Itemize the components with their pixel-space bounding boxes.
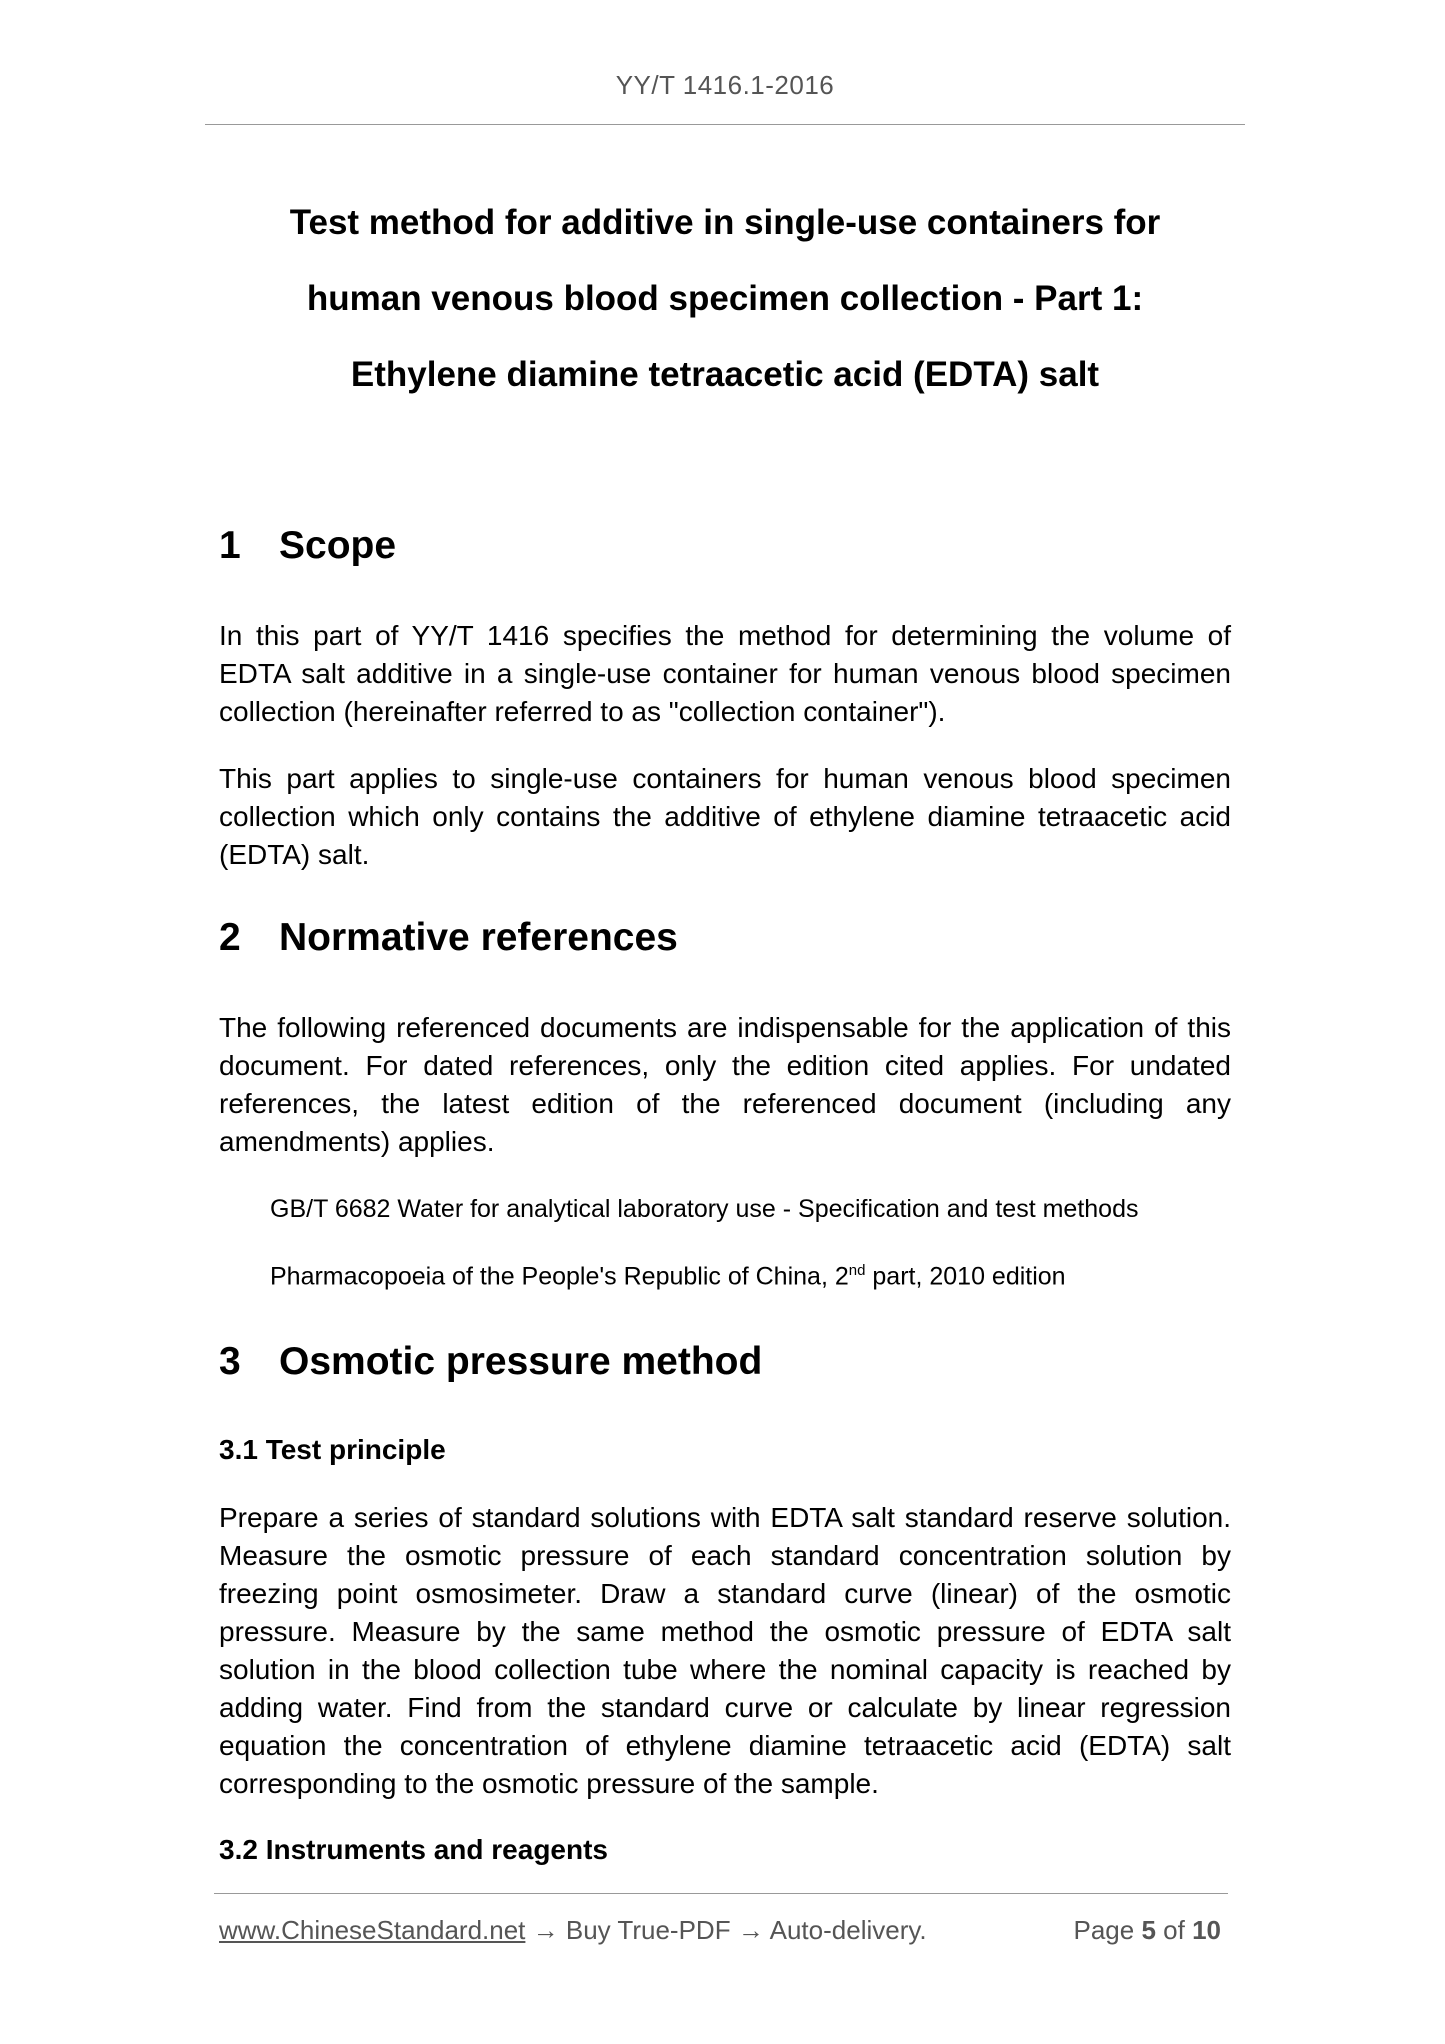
section-2-number: 2 [219,916,241,959]
section-1-heading [219,524,396,568]
document-title [220,185,1230,413]
reference-pharmacopoeia [270,1262,1066,1291]
test-principle-paragraph: Prepare a series of standard solutions with EDTA salt standard reserve solution. Measure the osmotic pressure of each standard concentration solution by freezing point osmosimeter. Draw a standard curve (linear) of the osmotic pressure. Measure by the same method the osmotic pressure of EDTA salt solution in the blood collection tube where the nominal capacity is reached by adding water. Find from the standard curve or calculate by linear regression equation the concentration of ethylene diamine tetraacetic acid (EDTA) salt corresponding to the osmotic pressure of the sample. [219,1502,1231,1799]
footer-divider [214,1893,1228,1894]
reference-gbt-6682: GB/T 6682 Water for analytical laboratory use - Specification and test methods [270,1195,1139,1223]
page-total: 10 [1192,1915,1221,1945]
title-line-3: Ethylene diamine tetraacetic acid (EDTA) salt [350,355,1100,394]
arrow-right-icon: → [737,1915,764,1945]
scope-paragraph-1: In this part of YY/T 1416 specifies the method for determining the volume of EDTA salt additive in a single-use container for human venous blood specimen collection (hereinafter referred to as "collection container"). [219,620,1231,727]
reference-pharmacopoeia-text: Pharmacopoeia of the People's Republic of China, 2 [270,1262,849,1291]
subsection-3-1-heading: 3.1 Test principle [219,1434,446,1465]
section-2-heading [219,916,678,960]
document-code-header: YY/T 1416.1-2016 [615,70,835,100]
section-3-title: Osmotic pressure method [279,1340,763,1383]
section-3-number: 3 [219,1340,241,1383]
scope-paragraph-2: This part applies to single-use containers for human venous blood specimen collection which only contains the additive of ethylene diamine tetraacetic acid (EDTA) salt. [219,763,1231,870]
page-of: of [1163,1915,1185,1945]
arrow-right-icon: → [532,1915,559,1945]
section-2-title: Normative references [279,916,678,959]
title-line-2: human venous blood specimen collection - Part 1: [306,279,1144,318]
section-3-heading [219,1340,762,1384]
title-line-1: Test method for additive in single-use containers for [289,203,1161,242]
website-link[interactable]: www.ChineseStandard.net [219,1915,526,1945]
page-indicator [1073,1915,1221,1946]
page-footer [219,1915,1221,1946]
page-current: 5 [1141,1915,1156,1945]
header-divider [205,124,1245,125]
section-1-title: Scope [279,524,397,567]
normative-paragraph: The following referenced documents are indispensable for the application of this document. For dated references, only the edition cited applies. For undated references, the latest edition of the referenced document (including any amendments) applies. [219,1012,1231,1157]
reference-pharmacopoeia-ordinal: nd [848,1262,866,1279]
page-label: Page [1073,1915,1135,1945]
subsection-3-2-heading: 3.2 Instruments and reagents [219,1834,609,1865]
reference-pharmacopoeia-edition: part, 2010 edition [865,1262,1066,1291]
auto-delivery-text: Auto-delivery. [769,1915,927,1945]
buy-true-pdf-text: Buy True-PDF [565,1915,731,1945]
section-1-number: 1 [219,524,241,567]
